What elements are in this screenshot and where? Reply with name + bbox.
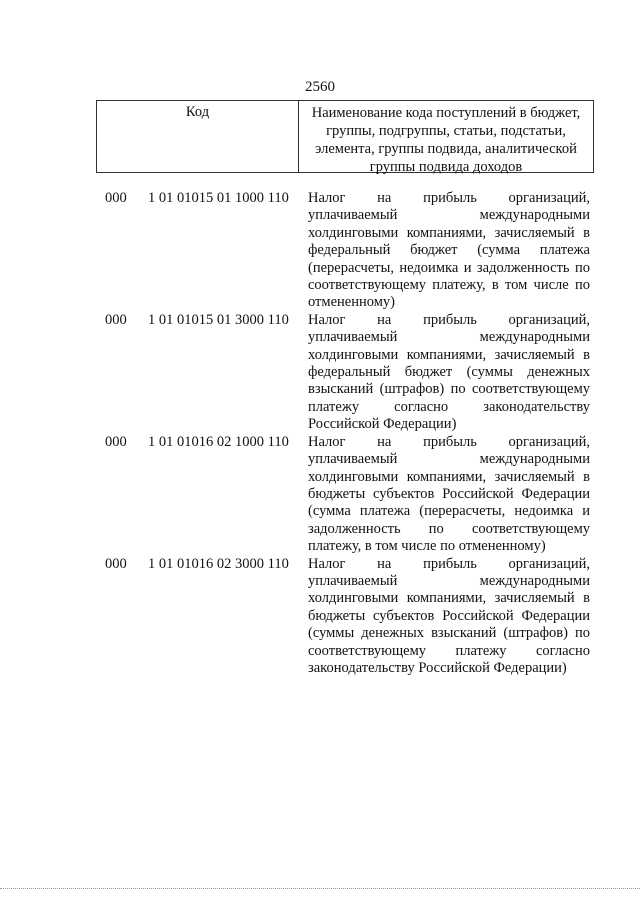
row-admin-code: 000 xyxy=(105,311,127,328)
row-description: Налог на прибыль организаций, уплачиваемый международными холдинговыми компаниями, зачисляемый в бюджеты субъектов Российской Федерации (суммы денежных взысканий (штрафов) по соответствующему платежу согласно законодательству Российской Федерации) xyxy=(308,555,590,676)
table-row xyxy=(105,312,590,434)
row-code: 1 01 01016 02 3000 110 xyxy=(148,555,289,572)
table-row xyxy=(105,190,590,312)
row-code: 1 01 01016 02 1000 110 xyxy=(148,433,289,450)
table-header xyxy=(96,100,594,173)
row-admin-code: 000 xyxy=(105,190,127,206)
row-code: 1 01 01015 01 1000 110 xyxy=(148,190,289,206)
row-admin-code: 000 xyxy=(105,433,127,450)
header-name-label: Наименование кода поступлений в бюджет, группы, подгруппы, статьи, подстатьи, элемента, группы подвида, аналитической группы подвида доходов xyxy=(311,105,581,175)
table-row xyxy=(105,434,590,556)
row-admin-code: 000 xyxy=(105,555,127,572)
row-description: Налог на прибыль организаций, уплачиваемый международными холдинговыми компаниями, зачисляемый в федеральный бюджет (сумма платежа (перерасчеты, недоимка и задолженность по соответствующему платежу, в том числе по отмененному) xyxy=(308,190,590,311)
table-row xyxy=(105,556,590,678)
row-description: Налог на прибыль организаций, уплачиваемый международными холдинговыми компаниями, зачисляемый в бюджеты субъектов Российской Федерации (сумма платежа (перерасчеты, недоимка и задолженность по соответствующему платежу, в том числе по отмененному) xyxy=(308,433,590,555)
row-description: Налог на прибыль организаций, уплачиваемый международными холдинговыми компаниями, зачисляемый в федеральный бюджет (суммы денежных взысканий (штрафов) по соответствующему платежу согласно законодательству Российской Федерации) xyxy=(308,311,590,433)
table-body xyxy=(105,190,590,677)
row-code: 1 01 01015 01 3000 110 xyxy=(148,311,289,328)
header-code-label: Код xyxy=(97,101,299,172)
scan-edge-divider xyxy=(0,888,640,889)
page-number: 2560 xyxy=(305,79,335,95)
